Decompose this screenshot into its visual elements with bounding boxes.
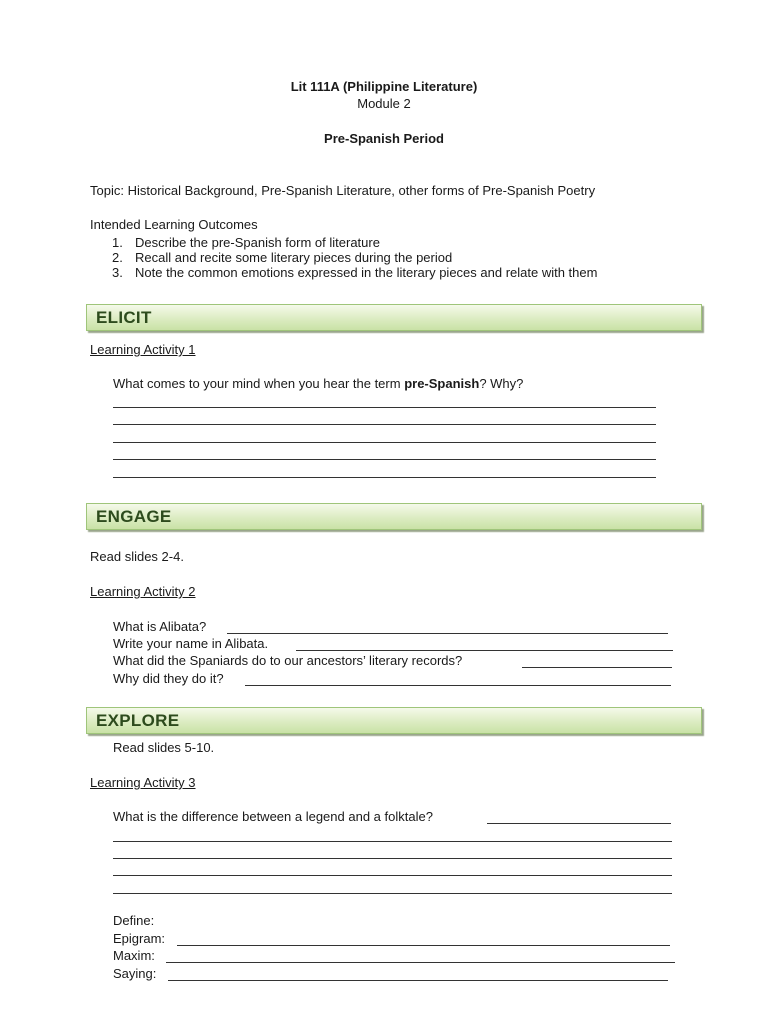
answer-line[interactable] [487, 823, 671, 824]
engage-question: Why did they do it? [113, 671, 224, 686]
answer-line[interactable] [522, 667, 672, 668]
engage-band [86, 503, 702, 530]
course-title: Lit 111A (Philippine Literature) [290, 79, 478, 94]
define-label: Define: [113, 913, 155, 928]
answer-line[interactable] [177, 945, 670, 946]
explore-question: What is the difference between a legend and a folktale? [113, 809, 433, 824]
elicit-question: What comes to your mind when you hear the term pre-Spanish? Why? [113, 376, 524, 391]
answer-line[interactable] [113, 858, 672, 859]
answer-line[interactable] [113, 424, 656, 425]
answer-line[interactable] [166, 962, 675, 963]
engage-instruction: Read slides 2-4. [90, 549, 184, 564]
answer-line[interactable] [245, 685, 671, 686]
module-label: Module 2 [357, 96, 411, 111]
engage-heading: ENGAGE [96, 507, 172, 526]
answer-line[interactable] [113, 841, 672, 842]
answer-line[interactable] [168, 980, 668, 981]
explore-instruction: Read slides 5-10. [113, 740, 215, 755]
engage-question: What did the Spaniards do to our ancestors’ literary records? [113, 653, 463, 668]
outcome-item: 3. Note the common emotions expressed in the literary pieces and relate with them [112, 265, 598, 280]
answer-line[interactable] [113, 477, 656, 478]
answer-line[interactable] [113, 875, 672, 876]
outcomes-heading: Intended Learning Outcomes [90, 217, 258, 232]
outcomes-list [112, 235, 597, 280]
learning-activity-3-label: Learning Activity 3 [90, 775, 196, 790]
engage-question: What is Alibata? [113, 619, 207, 634]
learning-activity-1-label: Learning Activity 1 [90, 342, 196, 357]
term-maxim: Maxim: [113, 948, 155, 963]
period-title: Pre-Spanish Period [324, 131, 444, 146]
explore-heading: EXPLORE [96, 711, 180, 730]
engage-question: Write your name in Alibata. [113, 636, 269, 651]
answer-line[interactable] [113, 407, 656, 408]
answer-line[interactable] [113, 442, 656, 443]
answer-line[interactable] [113, 893, 672, 894]
topic-text: Topic: Historical Background, Pre-Spanish Literature, other forms of Pre-Spanish Poetry [90, 183, 596, 198]
outcome-item: 2. Recall and recite some literary pieces during the period [112, 250, 453, 265]
elicit-band [86, 304, 702, 331]
term-epigram: Epigram: [113, 931, 166, 946]
learning-activity-2-label: Learning Activity 2 [90, 584, 196, 599]
answer-line[interactable] [113, 459, 656, 460]
outcome-item: 1. Describe the pre-Spanish form of literature [112, 235, 380, 250]
explore-band [86, 707, 702, 734]
elicit-heading: ELICIT [96, 308, 152, 327]
term-saying: Saying: [113, 966, 157, 981]
answer-line[interactable] [227, 633, 668, 634]
answer-line[interactable] [296, 650, 673, 651]
